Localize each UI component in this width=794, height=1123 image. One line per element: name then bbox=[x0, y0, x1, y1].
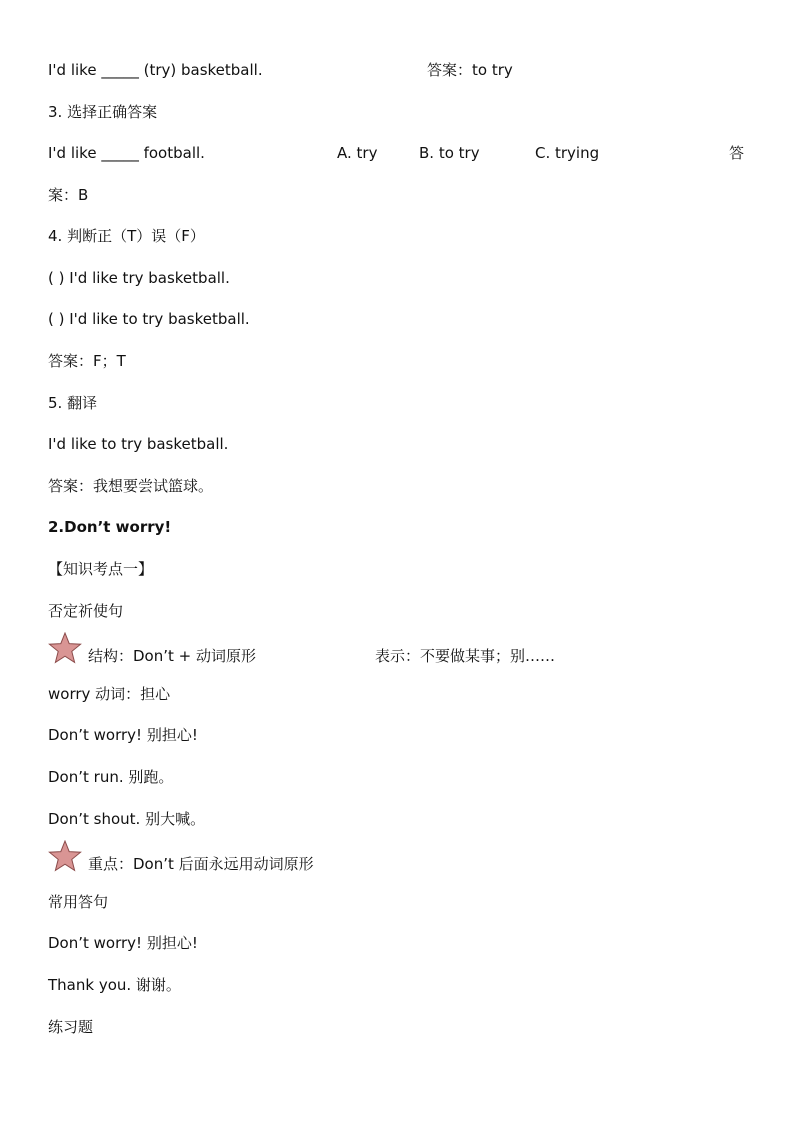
q3-option-c: C. trying bbox=[535, 144, 600, 162]
q3-option-b: B. to try bbox=[419, 144, 480, 162]
q5-heading: 5. 翻译 bbox=[48, 394, 98, 412]
q4-answer: 答案：F；T bbox=[48, 352, 126, 370]
q4-item-2: ( ) I'd like to try basketball. bbox=[48, 310, 250, 328]
q4-heading: 4. 判断正（T）误（F） bbox=[48, 227, 205, 245]
star-icon bbox=[48, 840, 82, 872]
q5-sentence: I'd like to try basketball. bbox=[48, 435, 229, 453]
q5-answer: 答案：我想要尝试篮球。 bbox=[48, 477, 214, 495]
q3-option-a: A. try bbox=[337, 144, 378, 162]
example-2: Don’t run. 别跑。 bbox=[48, 768, 174, 786]
q2-question: I'd like _____ (try) basketball. bbox=[48, 61, 263, 79]
vocab-line: worry 动词：担心 bbox=[48, 685, 171, 703]
q2-answer: 答案：to try bbox=[427, 61, 513, 79]
section-title: 2.Don’t worry! bbox=[48, 518, 172, 536]
knowledge-point-heading: 【知识考点一】 bbox=[48, 560, 154, 578]
q3-heading: 3. 选择正确答案 bbox=[48, 103, 158, 121]
q3-answer-part1: 答 bbox=[729, 144, 745, 162]
q3-answer-part2: 案：B bbox=[48, 186, 89, 204]
meaning-text: 表示：不要做某事；别…… bbox=[375, 647, 556, 665]
example-3: Don’t shout. 别大喊。 bbox=[48, 810, 206, 828]
structure-text: 结构：Don’t + 动词原形 bbox=[88, 647, 256, 665]
key-point-text: 重点：Don’t 后面永远用动词原形 bbox=[88, 855, 314, 873]
topic-label: 否定祈使句 bbox=[48, 602, 124, 620]
exercises-heading: 练习题 bbox=[48, 1018, 94, 1036]
example-1: Don’t worry! 别担心! bbox=[48, 726, 198, 744]
q3-question: I'd like _____ football. bbox=[48, 144, 205, 162]
star-icon bbox=[48, 632, 82, 664]
reply-2: Thank you. 谢谢。 bbox=[48, 976, 181, 994]
reply-1: Don’t worry! 别担心! bbox=[48, 934, 198, 952]
q4-item-1: ( ) I'd like try basketball. bbox=[48, 269, 230, 287]
common-reply-heading: 常用答句 bbox=[48, 893, 109, 911]
